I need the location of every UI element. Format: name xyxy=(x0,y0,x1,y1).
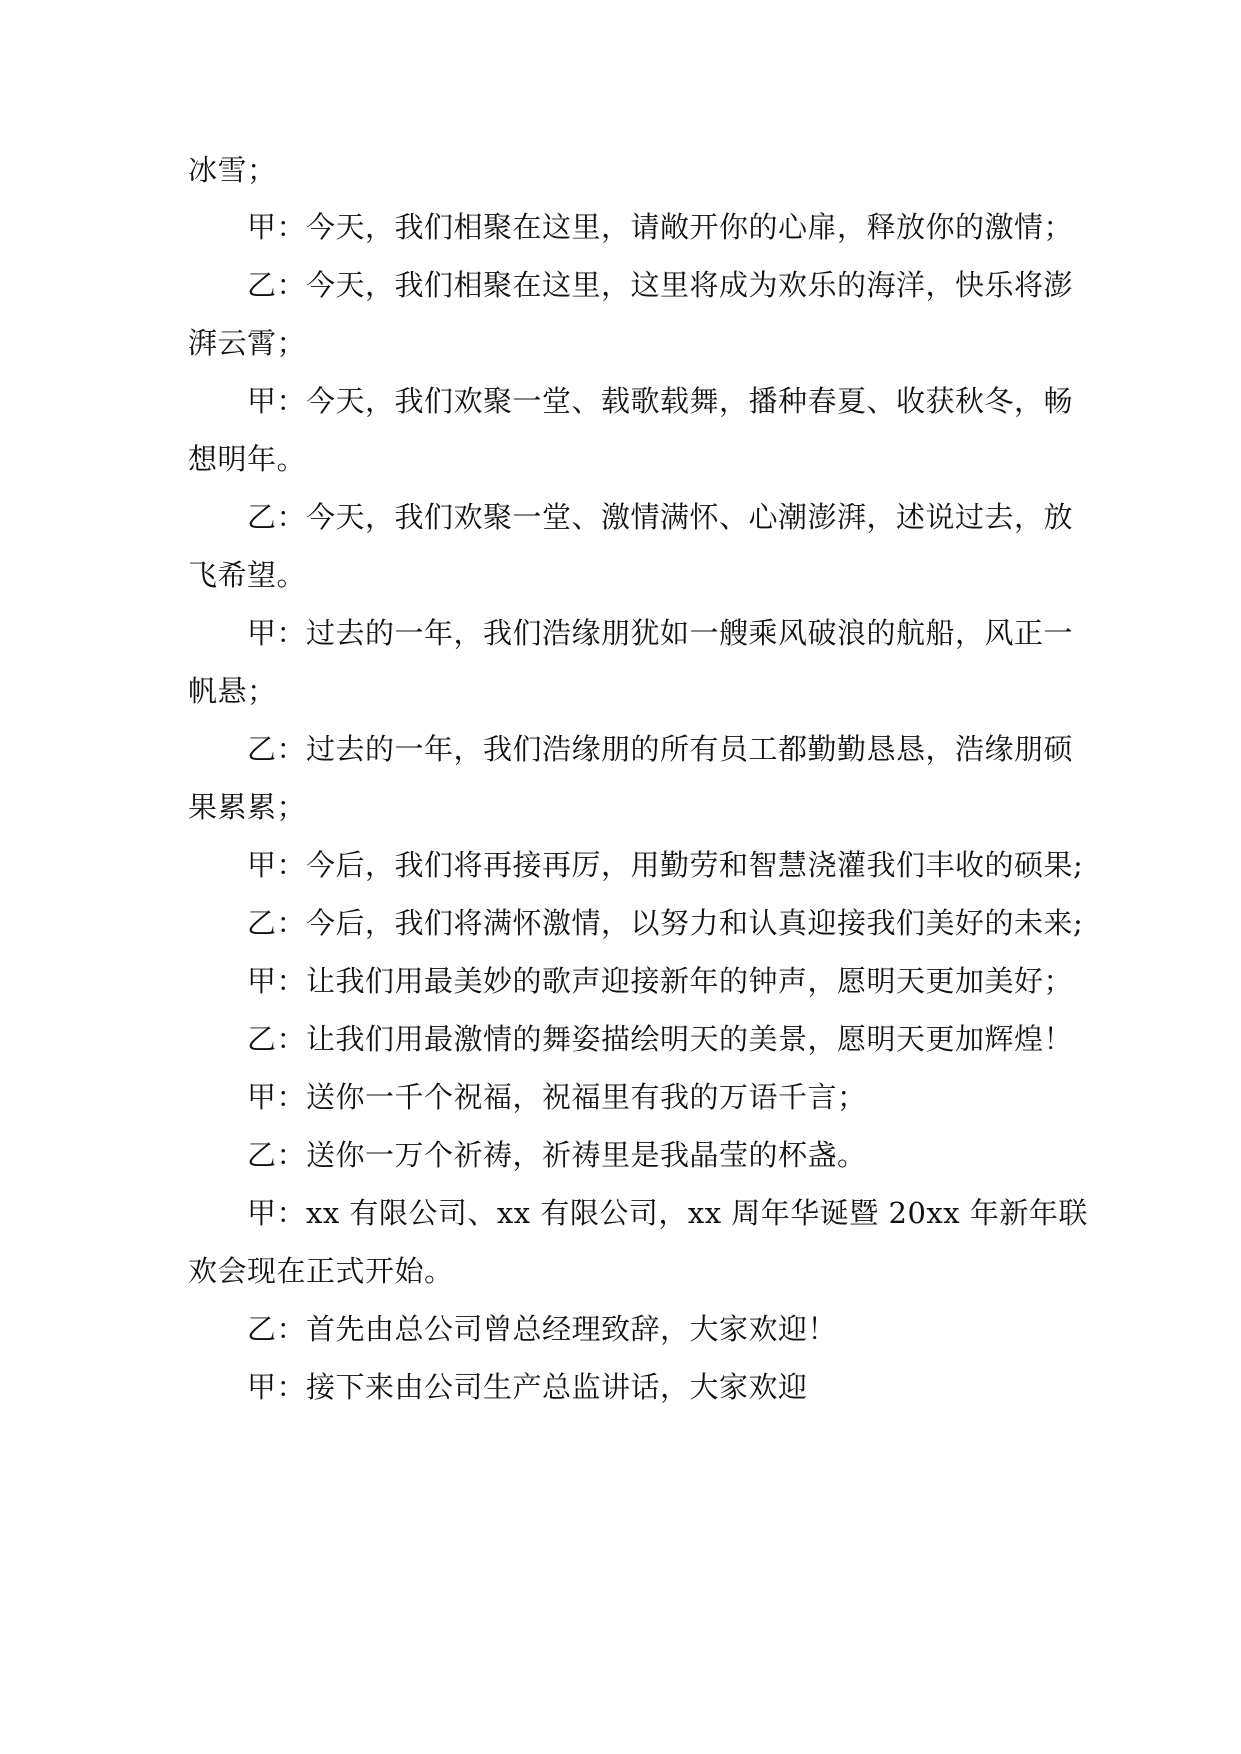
text-line: 乙：今天，我们欢聚一堂、激情满怀、心潮澎湃，述说过去，放 xyxy=(247,500,1074,534)
text-line: 甲：送你一千个祝福，祝福里有我的万语千言； xyxy=(247,1080,867,1114)
text-line: 飞希望。 xyxy=(188,558,307,592)
text-line: 湃云霄； xyxy=(188,326,307,360)
text-line: 果累累； xyxy=(188,790,307,824)
text-line: 冰雪； xyxy=(188,153,277,187)
text-line: 乙：送你一万个祈祷，祈祷里是我晶莹的杯盏。 xyxy=(247,1138,867,1172)
text-line: 甲：让我们用最美妙的歌声迎接新年的钟声，愿明天更加美好； xyxy=(247,964,1074,998)
text-line: 帆悬； xyxy=(188,674,277,708)
text-line: 甲：今后，我们将再接再厉，用勤劳和智慧浇灌我们丰收的硕果; xyxy=(247,848,1084,882)
text-line: 乙：首先由总公司曾总经理致辞，大家欢迎！ xyxy=(247,1312,838,1346)
text-line: 甲：xx 有限公司、xx 有限公司，xx 周年华诞暨 20xx 年新年联 xyxy=(247,1196,1088,1230)
text-line: 甲：今天，我们欢聚一堂、载歌载舞，播种春夏、收获秋冬，畅 xyxy=(247,384,1074,418)
text-line: 想明年。 xyxy=(188,442,307,476)
text-line: 乙：今后，我们将满怀激情，以努力和认真迎接我们美好的未来; xyxy=(247,906,1084,940)
text-line: 欢会现在正式开始。 xyxy=(188,1254,454,1288)
text-line: 乙：今天，我们相聚在这里，这里将成为欢乐的海洋，快乐将澎 xyxy=(247,268,1074,302)
text-line: 乙：让我们用最激情的舞姿描绘明天的美景，愿明天更加辉煌！ xyxy=(247,1022,1074,1056)
text-line: 乙：过去的一年，我们浩缘朋的所有员工都勤勤恳恳，浩缘朋硕 xyxy=(247,732,1074,766)
text-line: 甲：过去的一年，我们浩缘朋犹如一艘乘风破浪的航船，风正一 xyxy=(247,616,1074,650)
text-line: 甲：接下来由公司生产总监讲话，大家欢迎 xyxy=(247,1370,808,1404)
text-line: 甲：今天，我们相聚在这里，请敞开你的心扉，释放你的激情； xyxy=(247,210,1074,244)
